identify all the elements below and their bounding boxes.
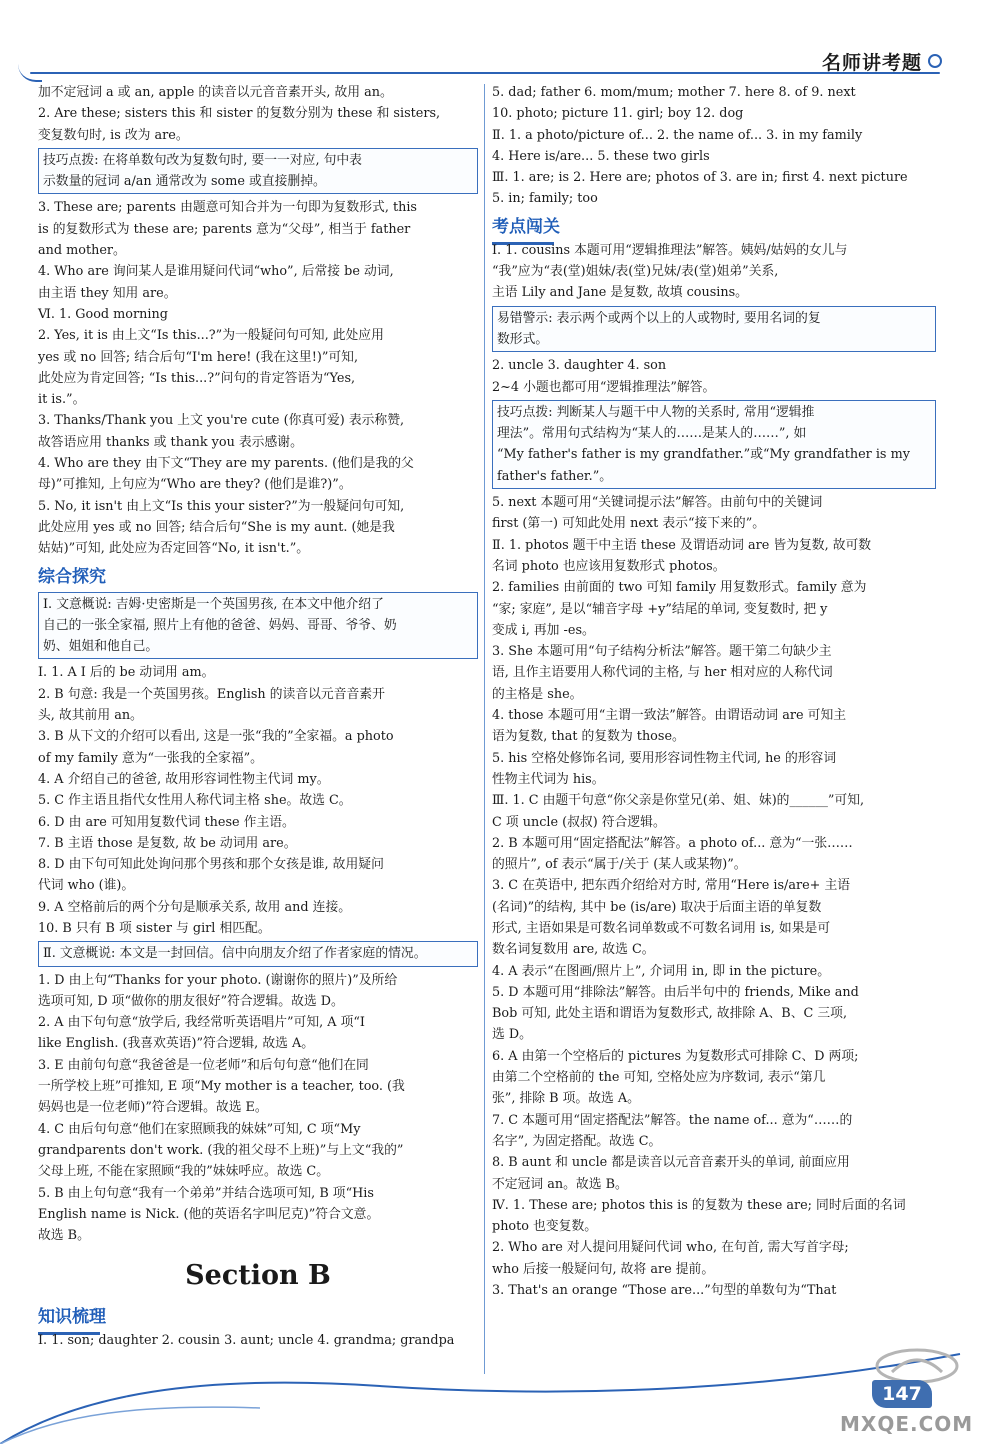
text-line: 选 D。 (492, 1027, 532, 1043)
tip-line: 易错警示: 表示两个或两个以上的人或物时, 要用名词的复 (497, 310, 821, 326)
summary-box (38, 941, 478, 966)
text-line: 10. photo; picture 11. girl; boy 12. dog (492, 106, 744, 122)
text-line: photo 也变复数。 (492, 1219, 598, 1235)
header-title: 名师讲考题 (821, 52, 922, 74)
text-line: 加不定冠词 a 或 an, apple 的读音以元音音素开头, 故用 an。 (38, 85, 393, 100)
text-line: 3. C 在英语中, 把东西介绍给对方时, 常用“Here is/are+ 主语 (492, 878, 851, 894)
tip-line: 数形式。 (497, 331, 549, 347)
text-line: 故选 B。 (38, 1228, 90, 1244)
text-line: 9. A 空格前后的两个分句是顺承关系, 故用 and 连接。 (38, 899, 352, 915)
text-line: 5. D 本题可用“排除法”解答。由后半句中的 friends, Mike and (492, 984, 859, 1000)
text-line: 1. D 由上句“Thanks for your photo. (谢谢你的照片)”及所给 (38, 972, 398, 988)
watermark-text: MXQE.COM (840, 1412, 974, 1436)
text-line: Ⅲ. 1. C 由题干句意“你父亲是你堂兄(弟、姐、妹)的______”可知, (492, 793, 865, 809)
text-line: 由主语 they 知用 are。 (38, 285, 177, 301)
text-line: 名词 photo 也应该用复数形式 photos。 (492, 558, 726, 574)
text-line: 5. next 本题可用“关键词提示法”解答。由前句中的关键词 (492, 495, 823, 511)
section-heading-comprehensive (38, 560, 478, 590)
text-line: of my family 意为“一张我的全家福”。 (38, 750, 263, 766)
text-line (492, 1301, 936, 1322)
right-column (492, 82, 936, 1344)
summary-box (38, 592, 478, 660)
text-line: 2~4 小题也都可用“逻辑推理法”解答。 (492, 379, 716, 395)
text-line: 3. B 从下文的介绍可以看出, 这是一张“我的”全家福。a photo (38, 729, 394, 745)
text-line: 变成 i, 再加 -es。 (492, 622, 595, 638)
text-line: 姑姑)”可知, 此处应为否定回答“No, it isn't.”。 (38, 541, 310, 557)
text-line: 此处应为肯定回答; “Is this...?”问句的肯定答语为“Yes, (38, 370, 356, 386)
text-line: who 后接一般疑问句, 故将 are 提前。 (492, 1261, 715, 1277)
tip-line: “My father's father is my grandfather.”或“My grandfather is my (497, 447, 910, 463)
text-line: 头, 故其前用 an。 (38, 708, 143, 724)
text-line: 4. A 表示“在图画/照片上”, 介词用 in, 即 in the picture。 (492, 963, 831, 979)
tip-line: 技巧点拨: 判断某人与题干中人物的关系时, 常用“逻辑推 (497, 404, 815, 420)
text-line: 的主格是 she。 (492, 686, 583, 702)
tip-line: 理法”。常用句式结构为“某人的……是某人的……”, 如 (497, 426, 807, 442)
tip-box (492, 400, 936, 489)
summary-line: Ⅱ. 文意概说: 本文是一封回信。信中向朋友介绍了作者家庭的情况。 (43, 946, 427, 962)
text-line: English name is Nick. (他的英语名字叫尼克)”符合文意。 (38, 1206, 380, 1222)
text-line: “家; 家庭”, 是以“辅音字母 +y”结尾的单词, 变复数时, 把 y (492, 601, 828, 617)
text-line: 4. C 由后句句意“他们在家照顾我的妹妹”可知, C 项“My (38, 1121, 361, 1137)
page-number: 147 (872, 1380, 932, 1408)
text-line: 代词 who (谁)。 (38, 878, 135, 894)
text-line: 2. Are these; sisters this 和 sister 的复数分别为 these 和 sisters, (38, 106, 441, 122)
text-line: 4. those 本题可用“主谓一致法”解答。由谓语动词 are 可知主 (492, 708, 847, 724)
text-line: 3. Thanks/Thank you 上文 you're cute (你真可爱) 表示称赞, (38, 413, 405, 429)
tip-box (38, 148, 478, 195)
text-line: 5. his 空格处修饰名词, 要用形容词性物主代词, he 的形容词 (492, 750, 837, 766)
text-line: 3. She 本题可用“句子结构分析法”解答。题干第二句缺少主 (492, 644, 832, 660)
summary-line: 自己的一张全家福, 照片上有他的爸爸、妈妈、哥哥、爷爷、奶 (43, 617, 397, 633)
text-line: 语, 且作主语要用人称代词的主格, 与 her 相对应的人称代词 (492, 665, 833, 681)
text-line: 名字”, 为固定搭配。故选 C。 (492, 1133, 662, 1149)
text-line: first (第一) 可知此处用 next 表示“接下来的”。 (492, 516, 766, 532)
section-heading-text: 知识梳理 (38, 1307, 106, 1328)
summary-line: 奶、姐姐和他自己。 (43, 639, 159, 655)
text-line: “我”应为“表(堂)姐妹/表(堂)兄妹/表(堂)姐弟”关系, (492, 264, 779, 280)
text-line: 5. B 由上句句意“我有一个弟弟”并结合选项可知, B 项“His (38, 1185, 374, 1201)
text-line: 4. Who are they 由下文“They are my parents. (他们是我的父 (38, 456, 414, 472)
text-line: 8. B aunt 和 uncle 都是读音以元音音素开头的单词, 前面应用 (492, 1155, 850, 1171)
text-line: 2. Yes, it is 由上文“Is this...?”为一般疑问句可知, 此处应用 (38, 328, 384, 344)
column-divider (484, 84, 485, 1374)
text-line: 2. families 由前面的 two 可知 family 用复数形式。family 意为 (492, 580, 867, 596)
text-line: and mother。 (38, 243, 126, 259)
text-line: (名词)”的结构, 其中 be (is/are) 取决于后面主语的单复数 (492, 899, 822, 915)
left-column (38, 82, 478, 1352)
text-line: Ⅳ. 1. These are; photos this is 的复数为 these are; 同时后面的名词 (492, 1197, 906, 1213)
text-line: 2. uncle 3. daughter 4. son (492, 358, 667, 374)
section-heading-text: 综合探究 (38, 566, 106, 587)
text-line: Bob 可知, 此处主语和谓语为复数形式, 故排除 A、B、C 三项, (492, 1006, 848, 1022)
section-heading-text: 考点闯关 (492, 216, 560, 237)
text-line: 4. Who are 询问某人是谁用疑问代词“who”, 后常接 be 动词, (38, 264, 394, 280)
text-line: 3. E 由前句句意“我爸爸是一位老师”和后句句意“他们在同 (38, 1057, 369, 1073)
text-line: C 项 uncle (叔叔) 符合逻辑。 (492, 814, 666, 830)
text-line: 3. These are; parents 由题意可知合并为一句即为复数形式, this (38, 200, 417, 216)
text-line: 4. Here is/are... 5. these two girls (492, 148, 710, 164)
text-line: Ⅰ. 1. son; daughter 2. cousin 3. aunt; uncle 4. grandma; grandpa (38, 1333, 455, 1349)
text-line: 4. A 介绍自己的爸爸, 故用形容词性物主代词 my。 (38, 771, 330, 787)
text-line: 性物主代词为 his。 (492, 771, 605, 787)
text-line: Ⅰ. 1. cousins 本题可用“逻辑推理法”解答。姨妈/姑妈的女儿与 (492, 242, 848, 258)
text-line: 6. D 由 are 可知用复数代词 these 作主语。 (38, 814, 295, 830)
text-line: Ⅰ. 1. A I 后的 be 动词用 am。 (38, 665, 215, 681)
section-b-title: Section B (185, 1260, 331, 1292)
text-line: 变复数句时, is 改为 are。 (38, 127, 189, 143)
text-line: is 的复数形式为 these are; parents 意为“父母”, 相当于 father (38, 221, 411, 237)
text-line: 不定冠词 an。故选 B。 (492, 1176, 628, 1192)
text-line: 2. B 本题可用“固定搭配法”解答。a photo of... 意为“一张…… (492, 835, 853, 851)
text-line: grandparents don't work. (我的祖父母不上班)”与上文“我的” (38, 1142, 404, 1158)
header-circle-icon (928, 54, 942, 68)
text-line: 选项可知, D 项“做你的朋友很好”符合逻辑。故选 D。 (38, 993, 344, 1009)
text-line: 故答语应用 thanks 或 thank you 表示感谢。 (38, 434, 303, 450)
text-line: Ⅲ. 1. are; is 2. Here are; photos of 3. are in; first 4. next picture (492, 170, 908, 186)
header-rule (30, 72, 940, 74)
tip-line: father's father.”。 (497, 468, 613, 484)
text-line: 5. C 作主语且指代女性用人称代词主格 she。故选 C。 (38, 793, 352, 809)
text-line: Ⅱ. 1. photos 题干中主语 these 及谓语动词 are 皆为复数, 故可数 (492, 537, 872, 553)
summary-line: Ⅰ. 文意概说: 吉姆·史密斯是一个英国男孩, 在本文中他介绍了 (43, 596, 384, 612)
text-line: 2. B 句意: 我是一个英国男孩。English 的读音以元音音素开 (38, 686, 385, 702)
text-line: 7. B 主语 those 是复数, 故 be 动词用 are。 (38, 835, 297, 851)
text-line: Ⅱ. 1. a photo/picture of... 2. the name of... 3. in my family (492, 127, 863, 143)
text-line: 6. A 由第一个空格后的 pictures 为复数形式可排除 C、D 两项; (492, 1048, 859, 1064)
text-line: 5. No, it isn't 由上文“Is this your sister?”为一般疑问句可知, (38, 498, 405, 514)
section-heading-knowledge (38, 1300, 478, 1330)
text-line: 主语 Lily and Jane 是复数, 故填 cousins。 (492, 285, 748, 301)
text-line: 形式, 主语如果是可数名词单数或不可数名词用 is, 如果是可 (492, 920, 831, 936)
text-line: 语为复数, that 的复数为 those。 (492, 729, 685, 745)
text-line: 由第二个空格前的 the 可知, 空格处应为序数词, 表示“第几 (492, 1070, 826, 1086)
text-line: 张”, 排除 B 项。故选 A。 (492, 1091, 640, 1107)
text-line: 7. C 本题可用“固定搭配法”解答。the name of... 意为“……的 (492, 1112, 853, 1128)
text-line: 10. B 只有 B 项 sister 与 girl 相匹配。 (38, 920, 271, 936)
text-line: 的照片”, of 表示“属于/关于 (某人或某物)”。 (492, 857, 747, 873)
text-line: Ⅵ. 1. Good morning (38, 306, 168, 322)
warning-box (492, 306, 936, 353)
text-line: 2. Who are 对人提问用疑问代词 who, 在句首, 需大写首字母; (492, 1240, 849, 1256)
section-heading-exam (492, 210, 936, 240)
text-line: 8. D 由下句可知此处询问那个男孩和那个女孩是谁, 故用疑问 (38, 857, 384, 873)
text-line: like English. (我喜欢英语)”符合逻辑, 故选 A。 (38, 1036, 315, 1052)
text-line: 此处应用 yes 或 no 回答; 结合后句“She is my aunt. (她是我 (38, 519, 395, 535)
text-line: 数名词复数用 are, 故选 C。 (492, 942, 655, 958)
text-line: 5. in; family; too (492, 191, 598, 207)
text-line: it is.”。 (38, 392, 86, 408)
text-line: 父母上班, 不能在家照顾“我的”妹妹呼应。故选 C。 (38, 1164, 330, 1180)
text-line: 5. dad; father 6. mom/mum; mother 7. here 8. of 9. next (492, 85, 856, 100)
tip-line: 示数量的冠词 a/an 通常改为 some 或直接删掉。 (43, 174, 326, 190)
text-line: 母)”可推知, 上句应为“Who are they? (他们是谁?)”。 (38, 477, 352, 493)
text-line: 妈妈也是一位老师)”符合逻辑。故选 E。 (38, 1100, 268, 1116)
text-line: yes 或 no 回答; 结合后句“I'm here! (我在这里!)”可知, (38, 349, 359, 365)
text-line: 2. A 由下句句意“放学后, 我经常听英语唱片”可知, A 项“I (38, 1015, 365, 1031)
text-line: 一所学校上班”可推知, E 项“My mother is a teacher, too. (我 (38, 1079, 405, 1095)
tip-line: 技巧点拨: 在将单数句改为复数句时, 要一一对应, 句中表 (43, 152, 362, 168)
text-line: 3. That's an orange “Those are...”句型的单数句为“That (492, 1283, 837, 1299)
